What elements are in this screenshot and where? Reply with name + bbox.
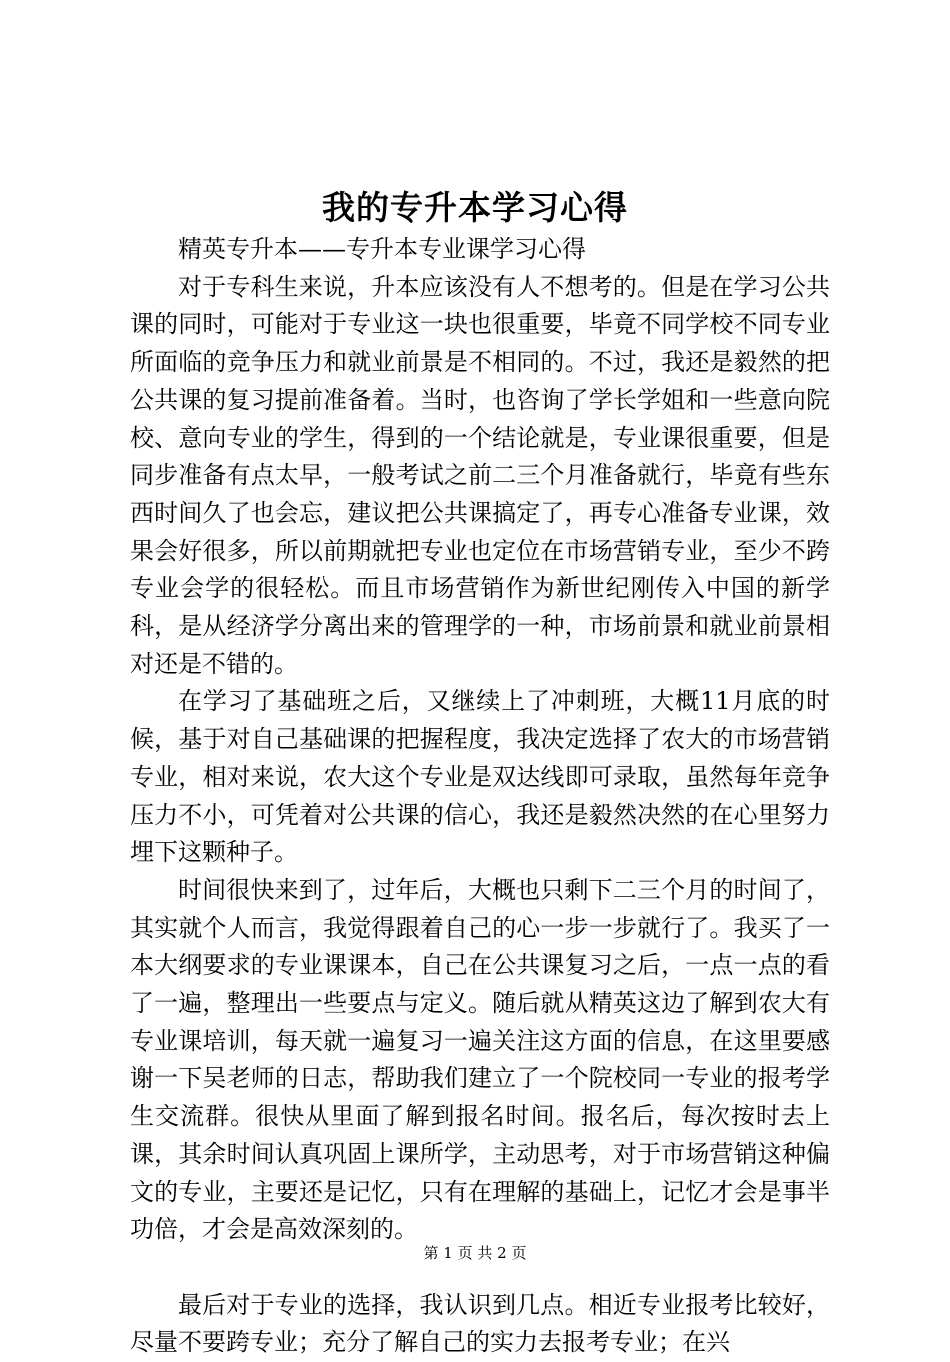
paragraph-3: 时间很快来到了，过年后，大概也只剩下二三个月的时间了，其实就个人而言，我觉得跟着自己的心一步一步就行了。我买了一本大纲要求的专业课课本，自己在公共课复习之后，一点一点的看了一遍，整理出一些要点与定义。随后就从精英这边了解到农大有专业课培训，每天就一遍复习一遍关注这方面的信息，在这里要感谢一下吴老师的日志，帮助我们建立了一个院校同一专业的报考学生交流群。很快从里面了解到报名时间。报名后，每次按时去上课，其余时间认真巩固上课所学，主动思考，对于市场营销这种偏文的专业，主要还是记忆，只有在理解的基础上，记忆才会是事半功倍，才会是高效深刻的。: [130, 875, 830, 1244]
subtitle-line: 精英专升本——专升本专业课学习心得: [178, 235, 586, 263]
document-body: [130, 231, 830, 1362]
paragraph-1: 对于专科生来说，升本应该没有人不想考的。但是在学习公共课的同时，可能对于专业这一块也很重要，毕竟不同学校不同专业所面临的竞争压力和就业前景是不相同的。不过，我还是毅然的把公共课的复习提前准备着。当时，也咨询了学长学姐和一些意向院校、意向专业的学生，得到的一个结论就是，专业课很重要，但是同步准备有点太早，一般考试之前二三个月准备就行，毕竟有些东西时间久了也会忘，建议把公共课搞定了，再专心准备专业课，效果会好很多，所以前期就把专业也定位在市场营销专业，至少不跨专业会学的很轻松。而且市场营销作为新世纪刚传入中国的新学科，是从经济学分离出来的管理学的一种，市场前景和就业前景相对还是不错的。: [130, 272, 830, 678]
page-footer: 第 1 页 共 2 页: [423, 1244, 527, 1262]
paragraph-4: 最后对于专业的选择，我认识到几点。相近专业报考比较好，尽量不要跨专业；充分了解自己的实力去报考专业；在兴: [130, 1290, 830, 1357]
document-title: 我的专升本学习心得: [322, 188, 628, 227]
paragraph-2: 在学习了基础班之后，又继续上了冲刺班，大概11月底的时候，基于对自己基础课的把握程度，我决定选择了农大的市场营销专业，相对来说，农大这个专业是双达线即可录取，虽然每年竞争压力不小，可凭着对公共课的信心，我还是毅然决然的在心里努力埋下这颗种子。: [130, 687, 830, 867]
